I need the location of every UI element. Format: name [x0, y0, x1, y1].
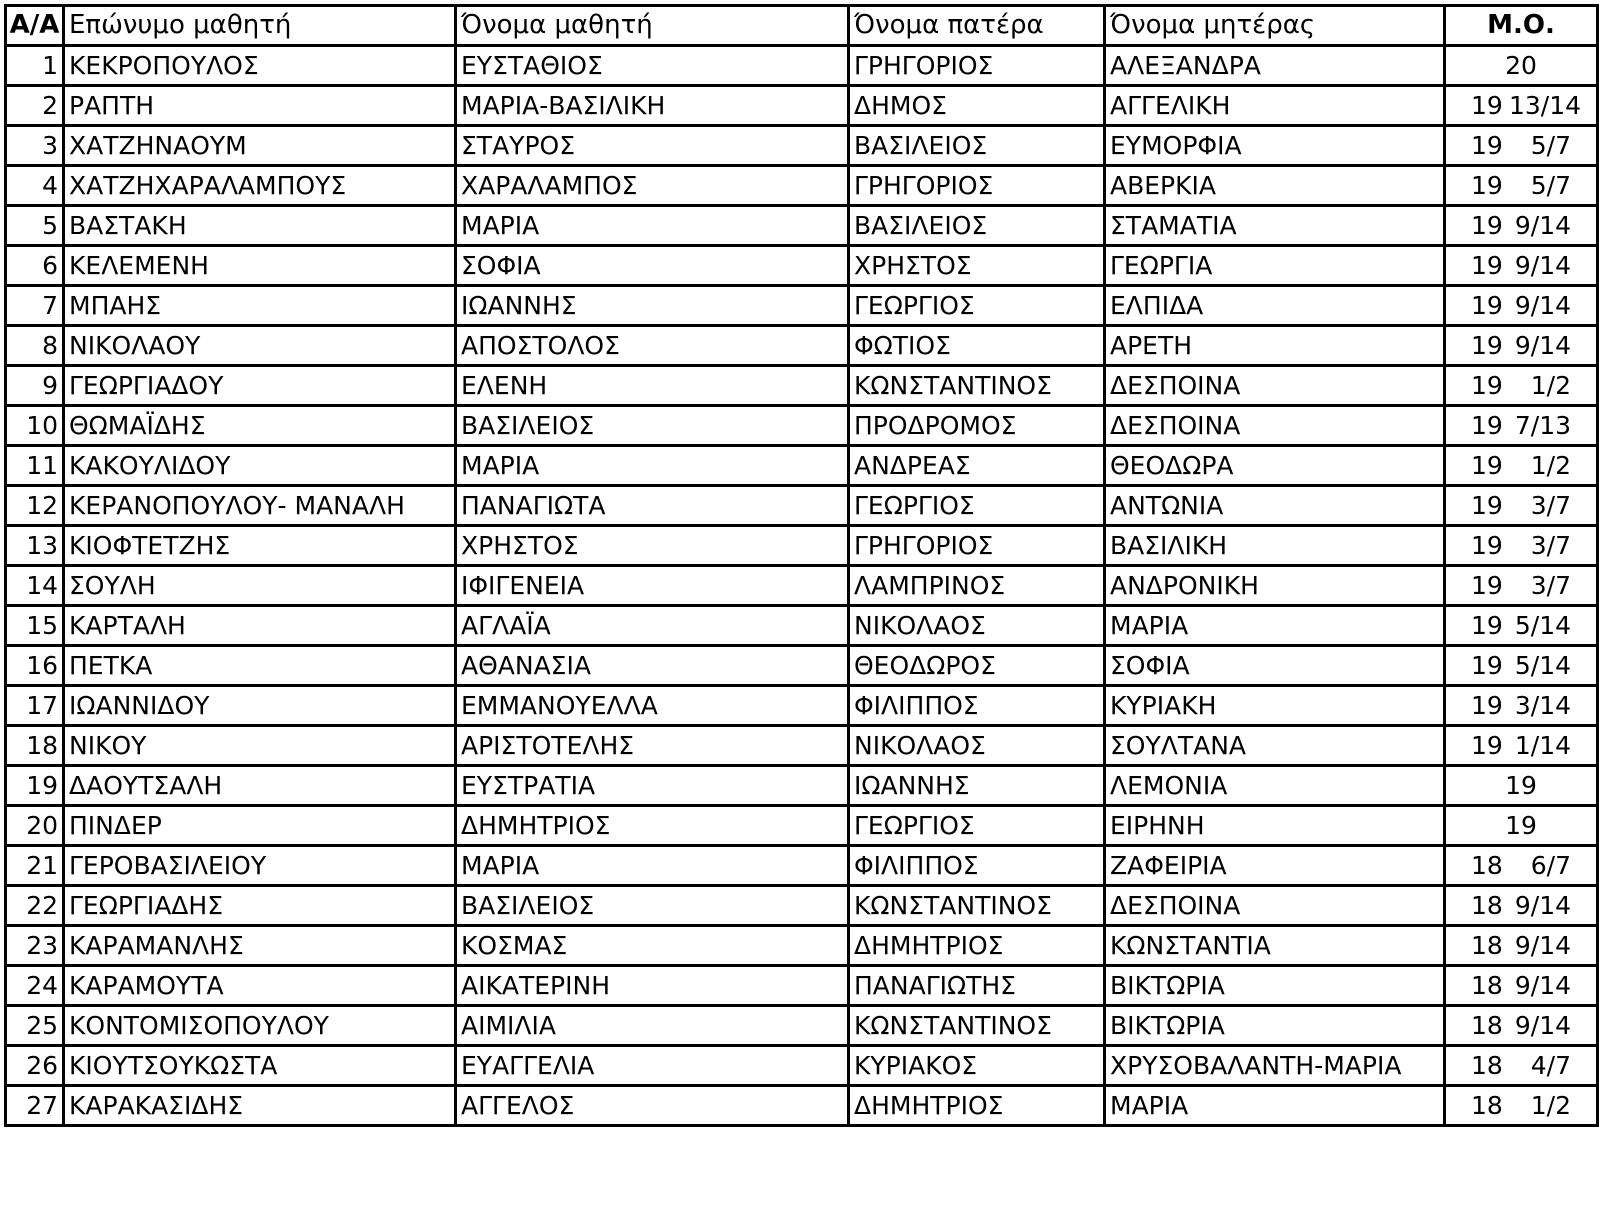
average-value: [1471, 727, 1571, 764]
father-name-cell: ΓΡΗΓΟΡΙΟΣ: [849, 46, 1105, 86]
average-value: [1471, 367, 1571, 404]
surname-cell: ΠΙΝΔΕΡ: [64, 806, 456, 846]
mother-name-cell: ΣΟΦΙΑ: [1105, 646, 1445, 686]
mother-name-cell: ΔΕΣΠΟΙΝΑ: [1105, 886, 1445, 926]
table-row: [6, 486, 1598, 526]
average-cell: [1445, 766, 1598, 806]
student-name-cell: ΑΠΟΣΤΟΛΟΣ: [456, 326, 849, 366]
father-name-cell: ΓΕΩΡΓΙΟΣ: [849, 286, 1105, 326]
average-fraction: 9/14: [1514, 211, 1571, 240]
surname-cell: ΚΑΡΑΚΑΣΙΔΗΣ: [64, 1086, 456, 1126]
surname-cell: ΧΑΤΖΗΧΑΡΑΛΑΜΠΟΥΣ: [64, 166, 456, 206]
average-cell: [1445, 366, 1598, 406]
father-name-cell: ΦΙΛΙΠΠΟΣ: [849, 846, 1105, 886]
mother-name-cell: ΚΥΡΙΑΚΗ: [1105, 686, 1445, 726]
average-value: [1471, 207, 1571, 244]
average-whole: 19: [1471, 451, 1503, 480]
average-whole: 18: [1471, 971, 1503, 1000]
average-value: [1471, 927, 1571, 964]
average-cell: [1445, 326, 1598, 366]
grades-sheet: [4, 4, 1596, 1127]
serial-number-cell: 17: [6, 686, 64, 726]
average-cell: [1445, 886, 1598, 926]
surname-cell: ΝΙΚΟΛΑΟΥ: [64, 326, 456, 366]
surname-cell: ΓΕΩΡΓΙΑΔΗΣ: [64, 886, 456, 926]
average-whole: 19: [1471, 371, 1503, 400]
average-whole: 19: [1471, 411, 1503, 440]
average-fraction: 1/2: [1530, 451, 1571, 480]
table-row: [6, 526, 1598, 566]
mother-name-cell: ΜΑΡΙΑ: [1105, 606, 1445, 646]
average-value: [1471, 407, 1571, 444]
mother-name-cell: ΑΒΕΡΚΙΑ: [1105, 166, 1445, 206]
table-row: [6, 766, 1598, 806]
student-name-cell: ΕΥΣΤΑΘΙΟΣ: [456, 46, 849, 86]
average-cell: [1445, 126, 1598, 166]
surname-cell: ΜΠΑΗΣ: [64, 286, 456, 326]
father-name-cell: ΔΗΜΟΣ: [849, 86, 1105, 126]
table-row: [6, 686, 1598, 726]
average-whole: 18: [1471, 891, 1503, 920]
father-name-cell: ΓΕΩΡΓΙΟΣ: [849, 806, 1105, 846]
average-fraction: 9/14: [1514, 251, 1571, 280]
average-fraction: 1/2: [1530, 371, 1571, 400]
average-cell: [1445, 86, 1598, 126]
average-cell: [1445, 446, 1598, 486]
father-name-cell: ΛΑΜΠΡΙΝΟΣ: [849, 566, 1105, 606]
serial-number-cell: 5: [6, 206, 64, 246]
average-value: [1471, 567, 1571, 604]
student-name-cell: ΑΙΚΑΤΕΡΙΝΗ: [456, 966, 849, 1006]
average-whole: 18: [1471, 1091, 1503, 1120]
surname-cell: ΧΑΤΖΗΝΑΟΥΜ: [64, 126, 456, 166]
average-cell: [1445, 246, 1598, 286]
table-row: [6, 1086, 1598, 1126]
average-fraction: 3/7: [1530, 571, 1571, 600]
average-fraction: 5/7: [1530, 131, 1571, 160]
average-whole: 19: [1471, 531, 1503, 560]
header-student-name: Όνομα μαθητή: [456, 6, 849, 46]
surname-cell: ΚΑΡΑΜΟΥΤΑ: [64, 966, 456, 1006]
student-name-cell: ΑΘΑΝΑΣΙΑ: [456, 646, 849, 686]
father-name-cell: ΔΗΜΗΤΡΙΟΣ: [849, 926, 1105, 966]
table-row: [6, 286, 1598, 326]
mother-name-cell: ΚΩΝΣΤΑΝΤΙΑ: [1105, 926, 1445, 966]
serial-number-cell: 10: [6, 406, 64, 446]
average-fraction: 3/7: [1530, 491, 1571, 520]
average-fraction: 1/2: [1530, 1091, 1571, 1120]
header-row: [6, 6, 1598, 46]
average-cell: [1445, 1046, 1598, 1086]
average-value: [1471, 87, 1582, 124]
serial-number-cell: 14: [6, 566, 64, 606]
average-cell: [1445, 166, 1598, 206]
serial-number-cell: 27: [6, 1086, 64, 1126]
average-value: [1471, 127, 1571, 164]
average-whole: 18: [1471, 1051, 1503, 1080]
average-value: [1471, 447, 1571, 484]
father-name-cell: ΓΡΗΓΟΡΙΟΣ: [849, 526, 1105, 566]
table-row: [6, 926, 1598, 966]
average-cell: [1445, 726, 1598, 766]
average-whole: 19: [1471, 331, 1503, 360]
mother-name-cell: ΕΥΜΟΡΦΙΑ: [1105, 126, 1445, 166]
student-name-cell: ΑΓΓΕΛΟΣ: [456, 1086, 849, 1126]
average-fraction: 5/14: [1514, 651, 1571, 680]
serial-number-cell: 21: [6, 846, 64, 886]
average-value: [1471, 167, 1571, 204]
average-whole: 19: [1505, 811, 1537, 840]
serial-number-cell: 12: [6, 486, 64, 526]
average-value: [1471, 1087, 1571, 1124]
mother-name-cell: ΑΝΔΡΟΝΙΚΗ: [1105, 566, 1445, 606]
average-whole: 19: [1471, 691, 1503, 720]
surname-cell: ΙΩΑΝΝΙΔΟΥ: [64, 686, 456, 726]
average-cell: [1445, 46, 1598, 86]
mother-name-cell: ΔΕΣΠΟΙΝΑ: [1105, 406, 1445, 446]
student-name-cell: ΧΑΡΑΛΑΜΠΟΣ: [456, 166, 849, 206]
surname-cell: ΔΑΟΥΤΣΑΛΗ: [64, 766, 456, 806]
surname-cell: ΚΑΚΟΥΛΙΔΟΥ: [64, 446, 456, 486]
surname-cell: ΓΕΡΟΒΑΣΙΛΕΙΟΥ: [64, 846, 456, 886]
student-name-cell: ΕΜΜΑΝΟΥΕΛΛΑ: [456, 686, 849, 726]
serial-number-cell: 15: [6, 606, 64, 646]
mother-name-cell: ΣΤΑΜΑΤΙΑ: [1105, 206, 1445, 246]
serial-number-cell: 13: [6, 526, 64, 566]
average-whole: 19: [1471, 171, 1503, 200]
average-value: [1471, 607, 1571, 644]
average-fraction: 1/14: [1514, 731, 1571, 760]
average-fraction: 7/13: [1514, 411, 1571, 440]
average-value: [1471, 327, 1571, 364]
table-row: [6, 206, 1598, 246]
average-whole: 19: [1471, 611, 1503, 640]
average-whole: 19: [1471, 91, 1503, 120]
student-name-cell: ΜΑΡΙΑ-ΒΑΣΙΛΙΚΗ: [456, 86, 849, 126]
average-cell: [1445, 286, 1598, 326]
average-fraction: 9/14: [1514, 971, 1571, 1000]
father-name-cell: ΚΥΡΙΑΚΟΣ: [849, 1046, 1105, 1086]
average-value: [1471, 887, 1571, 924]
average-value: [1471, 967, 1571, 1004]
father-name-cell: ΚΩΝΣΤΑΝΤΙΝΟΣ: [849, 886, 1105, 926]
average-cell: [1445, 846, 1598, 886]
header-serial-number: Α/Α: [6, 6, 64, 46]
average-cell: [1445, 1006, 1598, 1046]
surname-cell: ΝΙΚΟΥ: [64, 726, 456, 766]
average-value: [1471, 687, 1571, 724]
average-whole: 19: [1471, 651, 1503, 680]
mother-name-cell: ΧΡΥΣΟΒΑΛΑΝΤΗ-ΜΑΡΙΑ: [1105, 1046, 1445, 1086]
student-name-cell: ΙΩΑΝΝΗΣ: [456, 286, 849, 326]
average-fraction: 4/7: [1530, 1051, 1571, 1080]
average-cell: [1445, 206, 1598, 246]
average-whole: 19: [1471, 491, 1503, 520]
student-name-cell: ΚΟΣΜΑΣ: [456, 926, 849, 966]
table-row: [6, 166, 1598, 206]
student-name-cell: ΒΑΣΙΛΕΙΟΣ: [456, 406, 849, 446]
surname-cell: ΚΕΡΑΝΟΠΟΥΛΟΥ- ΜΑΝΑΛΗ: [64, 486, 456, 526]
average-cell: [1445, 926, 1598, 966]
grades-table: [4, 4, 1599, 1127]
father-name-cell: ΙΩΑΝΝΗΣ: [849, 766, 1105, 806]
table-body: [6, 46, 1598, 1126]
serial-number-cell: 9: [6, 366, 64, 406]
student-name-cell: ΙΦΙΓΕΝΕΙΑ: [456, 566, 849, 606]
average-fraction: 6/7: [1530, 851, 1571, 880]
mother-name-cell: ΣΟΥΛΤΑΝΑ: [1105, 726, 1445, 766]
surname-cell: ΘΩΜΑΪΔΗΣ: [64, 406, 456, 446]
table-row: [6, 326, 1598, 366]
table-row: [6, 886, 1598, 926]
average-cell: [1445, 686, 1598, 726]
serial-number-cell: 19: [6, 766, 64, 806]
surname-cell: ΚΕΛΕΜΕΝΗ: [64, 246, 456, 286]
surname-cell: ΣΟΥΛΗ: [64, 566, 456, 606]
table-row: [6, 1006, 1598, 1046]
serial-number-cell: 20: [6, 806, 64, 846]
father-name-cell: ΑΝΔΡΕΑΣ: [849, 446, 1105, 486]
table-row: [6, 966, 1598, 1006]
average-whole: 19: [1471, 291, 1503, 320]
mother-name-cell: ΒΑΣΙΛΙΚΗ: [1105, 526, 1445, 566]
mother-name-cell: ΔΕΣΠΟΙΝΑ: [1105, 366, 1445, 406]
mother-name-cell: ΑΓΓΕΛΙΚΗ: [1105, 86, 1445, 126]
table-row: [6, 126, 1598, 166]
average-value: [1471, 47, 1571, 84]
average-whole: 20: [1505, 51, 1537, 80]
average-fraction: 3/14: [1514, 691, 1571, 720]
surname-cell: ΚΕΚΡΟΠΟΥΛΟΣ: [64, 46, 456, 86]
serial-number-cell: 8: [6, 326, 64, 366]
student-name-cell: ΣΟΦΙΑ: [456, 246, 849, 286]
table-row: [6, 846, 1598, 886]
table-row: [6, 366, 1598, 406]
header-student-surname: Επώνυμο μαθητή: [64, 6, 456, 46]
student-name-cell: ΔΗΜΗΤΡΙΟΣ: [456, 806, 849, 846]
surname-cell: ΚΙΟΥΤΣΟΥΚΩΣΤΑ: [64, 1046, 456, 1086]
serial-number-cell: 23: [6, 926, 64, 966]
student-name-cell: ΑΓΛΑΪΑ: [456, 606, 849, 646]
table-row: [6, 806, 1598, 846]
average-fraction: 5/14: [1514, 611, 1571, 640]
average-fraction: 5/7: [1530, 171, 1571, 200]
mother-name-cell: ΛΕΜΟΝΙΑ: [1105, 766, 1445, 806]
table-row: [6, 1046, 1598, 1086]
mother-name-cell: ΜΑΡΙΑ: [1105, 1086, 1445, 1126]
father-name-cell: ΔΗΜΗΤΡΙΟΣ: [849, 1086, 1105, 1126]
average-cell: [1445, 646, 1598, 686]
serial-number-cell: 6: [6, 246, 64, 286]
table-row: [6, 446, 1598, 486]
table-row: [6, 606, 1598, 646]
average-fraction: 9/14: [1514, 891, 1571, 920]
average-value: [1471, 647, 1571, 684]
father-name-cell: ΦΙΛΙΠΠΟΣ: [849, 686, 1105, 726]
average-cell: [1445, 486, 1598, 526]
average-cell: [1445, 1086, 1598, 1126]
average-value: [1471, 487, 1571, 524]
average-fraction: 9/14: [1514, 931, 1571, 960]
mother-name-cell: ΒΙΚΤΩΡΙΑ: [1105, 966, 1445, 1006]
average-value: [1471, 287, 1571, 324]
father-name-cell: ΒΑΣΙΛΕΙΟΣ: [849, 126, 1105, 166]
serial-number-cell: 2: [6, 86, 64, 126]
student-name-cell: ΜΑΡΙΑ: [456, 846, 849, 886]
average-value: [1471, 1047, 1571, 1084]
average-cell: [1445, 526, 1598, 566]
surname-cell: ΓΕΩΡΓΙΑΔΟΥ: [64, 366, 456, 406]
table-row: [6, 86, 1598, 126]
serial-number-cell: 3: [6, 126, 64, 166]
average-value: [1471, 1007, 1571, 1044]
father-name-cell: ΚΩΝΣΤΑΝΤΙΝΟΣ: [849, 366, 1105, 406]
average-fraction: 9/14: [1514, 1011, 1571, 1040]
student-name-cell: ΕΛΕΝΗ: [456, 366, 849, 406]
father-name-cell: ΚΩΝΣΤΑΝΤΙΝΟΣ: [849, 1006, 1105, 1046]
average-whole: 19: [1471, 731, 1503, 760]
serial-number-cell: 18: [6, 726, 64, 766]
surname-cell: ΚΟΝΤΟΜΙΣΟΠΟΥΛΟΥ: [64, 1006, 456, 1046]
serial-number-cell: 24: [6, 966, 64, 1006]
average-cell: [1445, 806, 1598, 846]
mother-name-cell: ΕΛΠΙΔΑ: [1105, 286, 1445, 326]
average-fraction: 3/7: [1530, 531, 1571, 560]
average-cell: [1445, 966, 1598, 1006]
student-name-cell: ΜΑΡΙΑ: [456, 446, 849, 486]
student-name-cell: ΑΡΙΣΤΟΤΕΛΗΣ: [456, 726, 849, 766]
average-value: [1471, 767, 1571, 804]
student-name-cell: ΕΥΑΓΓΕΛΙΑ: [456, 1046, 849, 1086]
surname-cell: ΒΑΣΤΑΚΗ: [64, 206, 456, 246]
mother-name-cell: ΓΕΩΡΓΙΑ: [1105, 246, 1445, 286]
average-whole: 19: [1505, 771, 1537, 800]
student-name-cell: ΠΑΝΑΓΙΩΤΑ: [456, 486, 849, 526]
average-cell: [1445, 406, 1598, 446]
serial-number-cell: 4: [6, 166, 64, 206]
father-name-cell: ΠΡΟΔΡΟΜΟΣ: [849, 406, 1105, 446]
mother-name-cell: ΒΙΚΤΩΡΙΑ: [1105, 1006, 1445, 1046]
average-value: [1471, 807, 1571, 844]
mother-name-cell: ΕΙΡΗΝΗ: [1105, 806, 1445, 846]
average-fraction: 13/14: [1509, 91, 1582, 120]
surname-cell: ΡΑΠΤΗ: [64, 86, 456, 126]
header-father-name: Όνομα πατέρα: [849, 6, 1105, 46]
average-value: [1471, 847, 1571, 884]
serial-number-cell: 22: [6, 886, 64, 926]
serial-number-cell: 1: [6, 46, 64, 86]
serial-number-cell: 16: [6, 646, 64, 686]
surname-cell: ΚΑΡΑΜΑΝΛΗΣ: [64, 926, 456, 966]
average-fraction: 9/14: [1514, 331, 1571, 360]
student-name-cell: ΕΥΣΤΡΑΤΙΑ: [456, 766, 849, 806]
table-row: [6, 246, 1598, 286]
father-name-cell: ΦΩΤΙΟΣ: [849, 326, 1105, 366]
average-cell: [1445, 606, 1598, 646]
header-average: Μ.Ο.: [1445, 6, 1598, 46]
mother-name-cell: ΖΑΦΕΙΡΙΑ: [1105, 846, 1445, 886]
father-name-cell: ΧΡΗΣΤΟΣ: [849, 246, 1105, 286]
average-whole: 18: [1471, 931, 1503, 960]
header-mother-name: Όνομα μητέρας: [1105, 6, 1445, 46]
table-row: [6, 406, 1598, 446]
serial-number-cell: 11: [6, 446, 64, 486]
table-row: [6, 46, 1598, 86]
father-name-cell: ΓΕΩΡΓΙΟΣ: [849, 486, 1105, 526]
mother-name-cell: ΘΕΟΔΩΡΑ: [1105, 446, 1445, 486]
average-whole: 19: [1471, 251, 1503, 280]
student-name-cell: ΜΑΡΙΑ: [456, 206, 849, 246]
surname-cell: ΚΑΡΤΑΛΗ: [64, 606, 456, 646]
mother-name-cell: ΑΛΕΞΑΝΔΡΑ: [1105, 46, 1445, 86]
father-name-cell: ΝΙΚΟΛΑΟΣ: [849, 606, 1105, 646]
average-whole: 19: [1471, 131, 1503, 160]
mother-name-cell: ΑΝΤΩΝΙΑ: [1105, 486, 1445, 526]
student-name-cell: ΒΑΣΙΛΕΙΟΣ: [456, 886, 849, 926]
serial-number-cell: 25: [6, 1006, 64, 1046]
student-name-cell: ΑΙΜΙΛΙΑ: [456, 1006, 849, 1046]
average-fraction: 9/14: [1514, 291, 1571, 320]
average-cell: [1445, 566, 1598, 606]
mother-name-cell: ΑΡΕΤΗ: [1105, 326, 1445, 366]
surname-cell: ΚΙΟΦΤΕΤΖΗΣ: [64, 526, 456, 566]
table-row: [6, 646, 1598, 686]
student-name-cell: ΣΤΑΥΡΟΣ: [456, 126, 849, 166]
father-name-cell: ΓΡΗΓΟΡΙΟΣ: [849, 166, 1105, 206]
average-whole: 19: [1471, 571, 1503, 600]
average-whole: 18: [1471, 1011, 1503, 1040]
table-row: [6, 566, 1598, 606]
father-name-cell: ΝΙΚΟΛΑΟΣ: [849, 726, 1105, 766]
average-whole: 18: [1471, 851, 1503, 880]
serial-number-cell: 7: [6, 286, 64, 326]
father-name-cell: ΘΕΟΔΩΡΟΣ: [849, 646, 1105, 686]
student-name-cell: ΧΡΗΣΤΟΣ: [456, 526, 849, 566]
average-value: [1471, 527, 1571, 564]
surname-cell: ΠΕΤΚΑ: [64, 646, 456, 686]
average-value: [1471, 247, 1571, 284]
father-name-cell: ΠΑΝΑΓΙΩΤΗΣ: [849, 966, 1105, 1006]
table-row: [6, 726, 1598, 766]
serial-number-cell: 26: [6, 1046, 64, 1086]
average-whole: 19: [1471, 211, 1503, 240]
father-name-cell: ΒΑΣΙΛΕΙΟΣ: [849, 206, 1105, 246]
